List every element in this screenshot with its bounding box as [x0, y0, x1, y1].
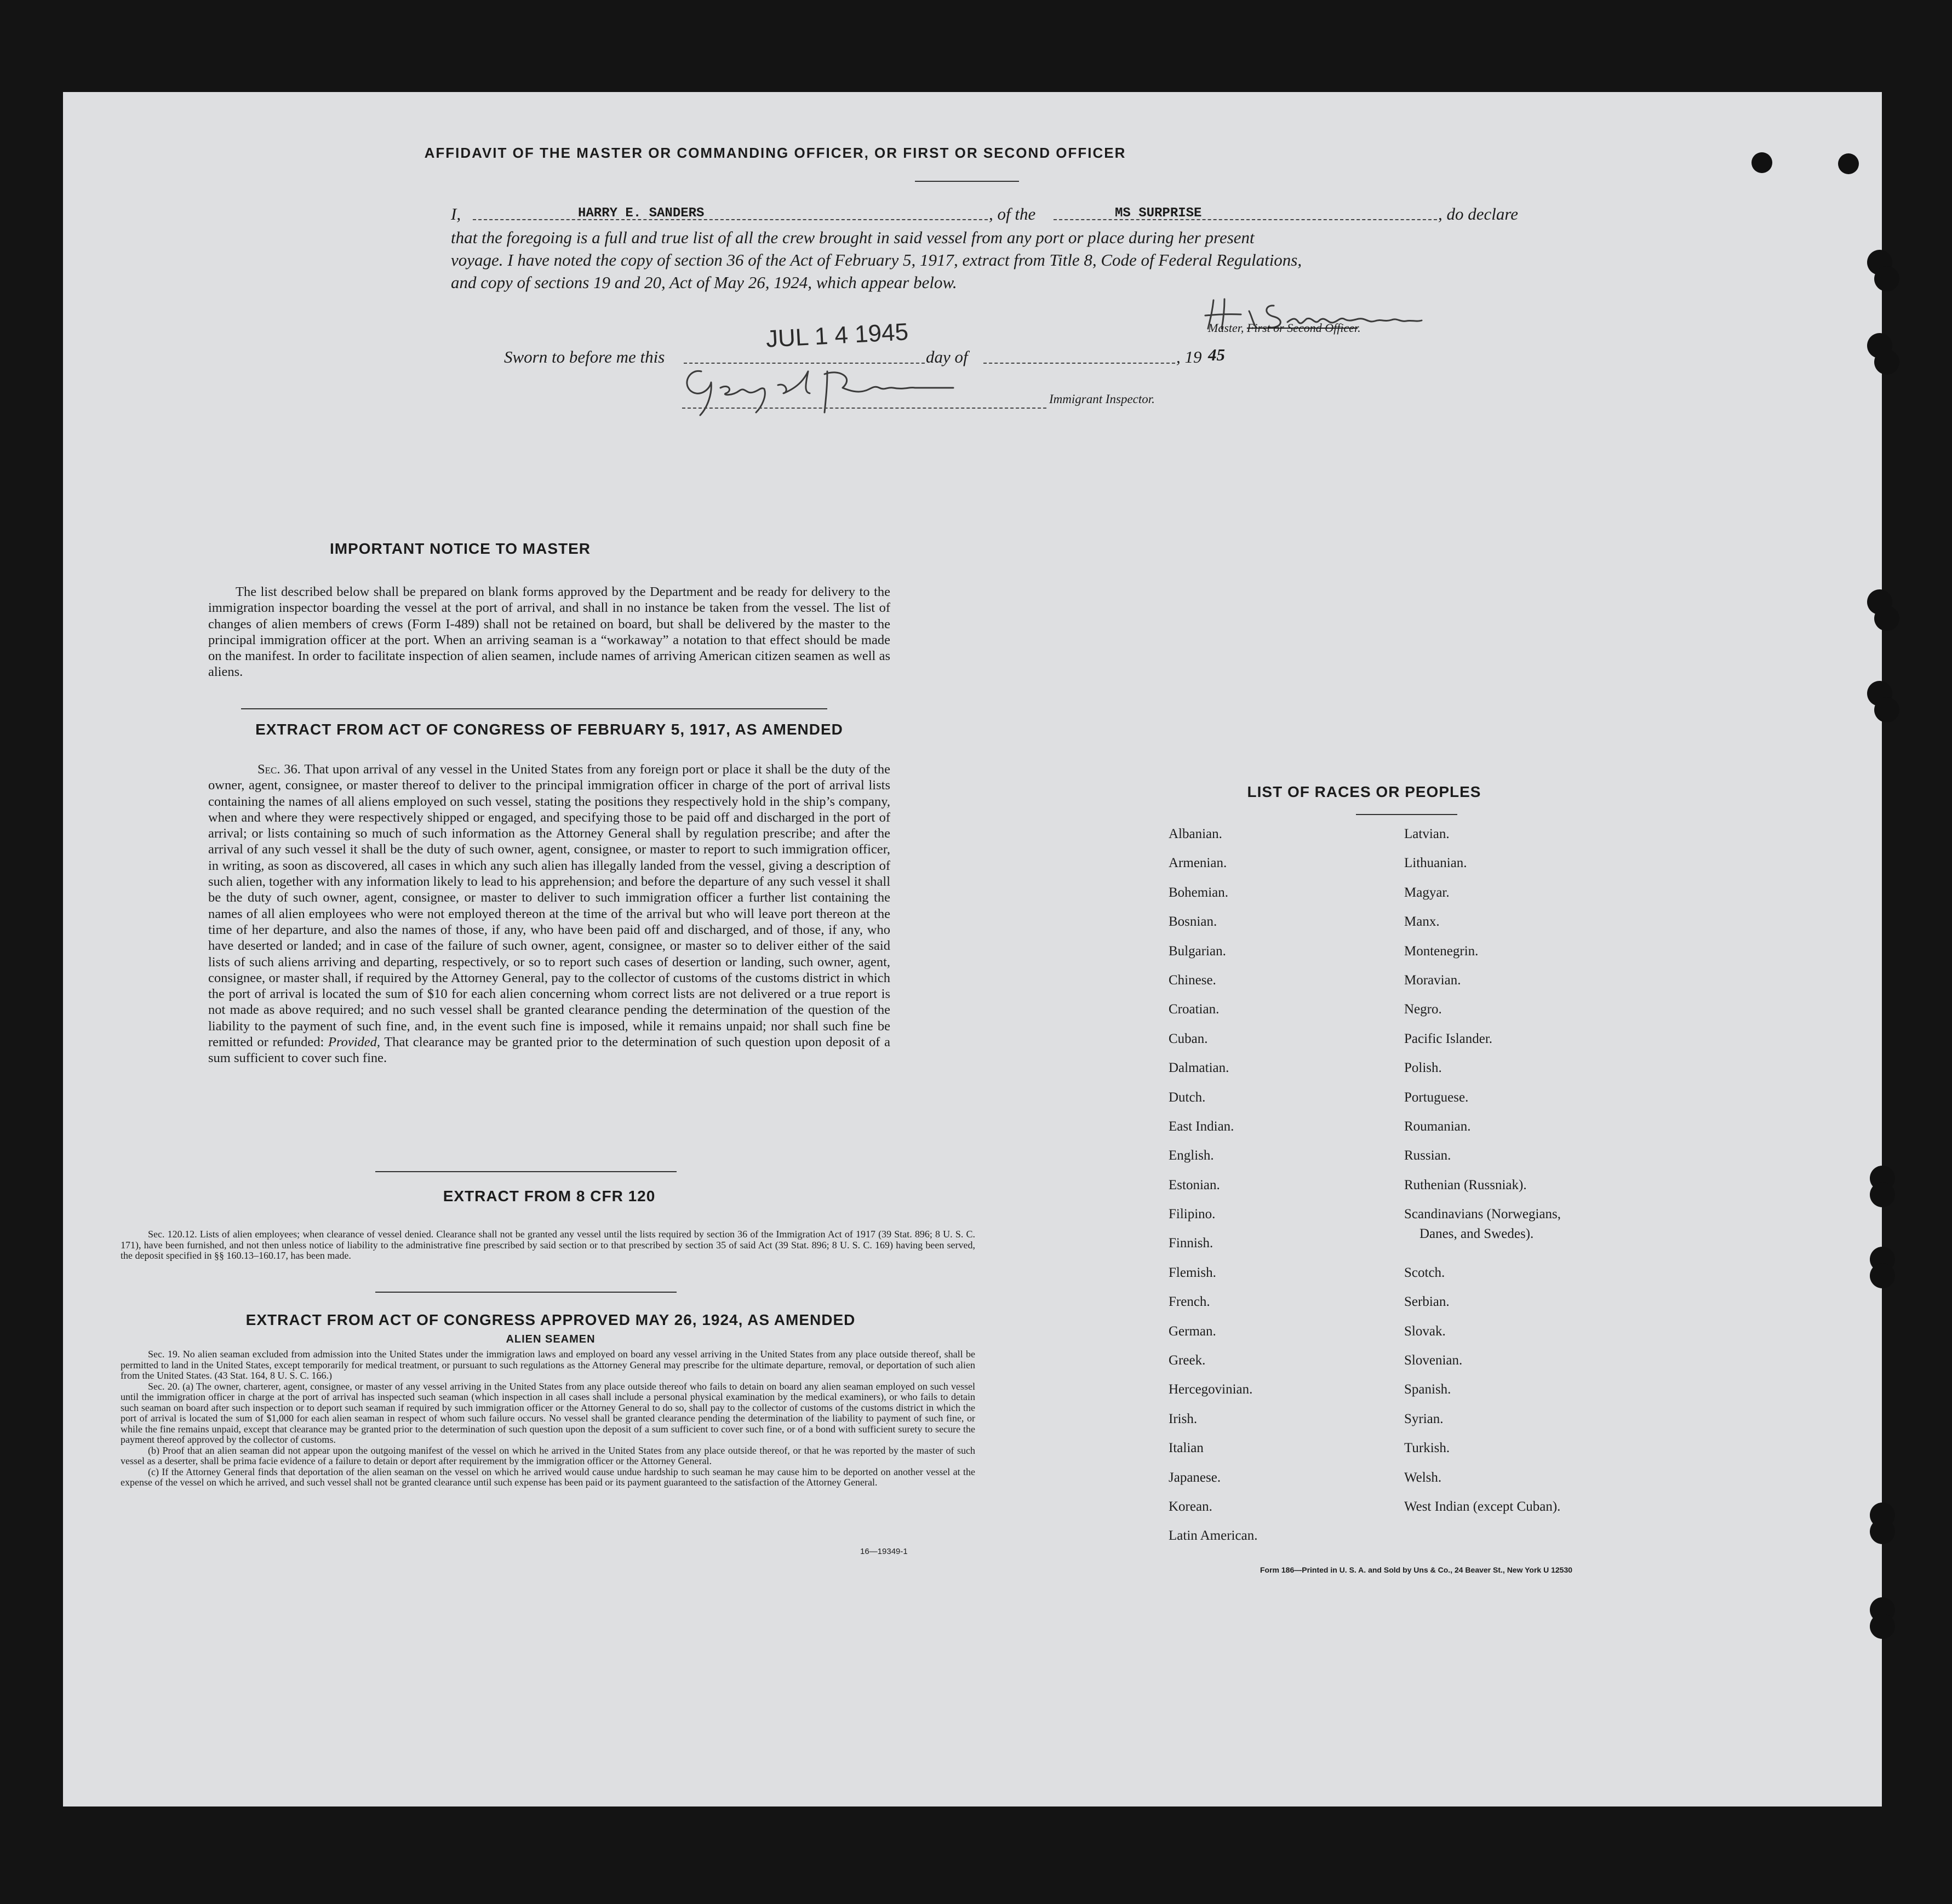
race-item: Scotch.	[1404, 1265, 1445, 1280]
cfr-body: Sec. 120.12. Lists of alien employees; when clearance of vessel denied. Clearance shall not be granted any vessel until the lists required by section 36 of the Immigration Act of 1917 (39 Stat. 896; 8 U. S. C. 171), have been furnished, and not then unless notice of liability to the administrative fine prescribed by said section or to that prescribed by section 35 of said Act (39 Stat. 896; 8 U. S. C. 169) having been served, the deposit specified in §§ 160.13–160.17, has been made.	[121, 1229, 975, 1261]
sec-19-text: Sec. 19. No alien seaman excluded from admission into the United States under the immigration laws and employed on board any vessel arriving in the United States from any place outside thereof, shall be permitted to land in the United States, except temporarily for medical treatment, or pursuant to such regulations as the Attorney General may prescribe for the ultimate departure, removal, or deportation of such alien from the United States. (43 Stat. 164, 8 U. S. C. 166.)	[121, 1349, 975, 1381]
race-item: Filipino.	[1169, 1207, 1216, 1222]
master-caption-text: Master,	[1208, 321, 1244, 335]
race-item: Korean.	[1169, 1499, 1212, 1514]
master-name: HARRY E. SANDERS	[578, 206, 705, 221]
race-item: Scandinavians (Norwegians,	[1404, 1207, 1561, 1222]
race-item: Moravian.	[1404, 972, 1461, 988]
sworn-prefix: Sworn to before me this	[504, 347, 665, 366]
race-item: Greek.	[1169, 1353, 1206, 1368]
race-item: Croatian.	[1169, 1002, 1220, 1017]
notice-title: IMPORTANT NOTICE TO MASTER	[329, 540, 591, 557]
affidavit-line2: voyage. I have noted the copy of section 36 of the Act of February 5, 1917, extract from Title 8, Code of Federal Regulations,	[451, 250, 1302, 269]
race-item: West Indian (except Cuban).	[1404, 1499, 1561, 1514]
punch-hole	[1874, 697, 1899, 722]
race-item: Hercegovinian.	[1169, 1382, 1253, 1397]
race-item: Ruthenian (Russniak).	[1404, 1177, 1527, 1192]
date-stamp: JUL 1 4 1945	[765, 318, 909, 353]
punch-hole	[1870, 1614, 1895, 1639]
extract-1917-body	[208, 761, 890, 1066]
race-item: Montenegrin.	[1404, 943, 1479, 959]
race-item: East Indian.	[1169, 1119, 1234, 1134]
punch-hole	[1874, 349, 1899, 375]
declare-label: , do declare	[1438, 204, 1519, 223]
race-item: Serbian.	[1404, 1294, 1450, 1310]
race-item: English.	[1169, 1148, 1214, 1163]
cfr-rule	[375, 1292, 677, 1293]
race-item: Syrian.	[1404, 1411, 1444, 1426]
race-item: Spanish.	[1404, 1382, 1451, 1397]
race-item: Negro.	[1404, 1002, 1442, 1017]
extract-1924-body	[121, 1349, 975, 1488]
alien-seamen-subtitle: ALIEN SEAMEN	[506, 1333, 596, 1345]
document-page	[63, 92, 1882, 1806]
sec-36-text: That upon arrival of any vessel in the United States from any foreign port or place it shall be the duty of the owner, agent, consignee, or master thereof to deliver to the principal immigration officer in charge of the port of arrival lists containing the names of all aliens employed on such vessel, stating the positions they respectively hold in the ship’s company, when and where they were respectively shipped or engaged, and specifying those to be paid off and discharged in the port of arrival; or lists containing so much of such information as the Attorney General shall by regulation prescribe; and after the arrival of any such vessel it shall be the duty of such owner, agent, consignee, or master to report to such immigration officer, in writing, as soon as discovered, all cases in which any such alien has illegally landed from the vessel, giving a description of such alien, together with any information likely to lead to his apprehension; and before the departure of any such vessel it shall be the duty of such owner, agent, consignee, or master to deliver to such immigration officer a further list containing the names of all alien employees who were not employed thereon at the time of the arrival but who will leave port thereon at the time of her departure, and also the names of those, if any, who have been paid off and discharged, and of those, if any, who have deserted or landed; and in case of the failure of such owner, agent, consignee, or master so to deliver either of the said lists of such aliens arriving and departing, respectively, or so to report such cases of desertion or landing, such owner, agent, consignee, or master shall, if required by the Attorney General, pay to the collector of customs of the customs district in which the port of arrival is located the sum of $10 for each alien concerning whom correct lists are not delivered or a true report is not made as above required; and no such vessel shall be granted clearance pending the determination of the question of the liability to the payment of such fine, and, in the event such fine is imposed, while it remains unpaid; nor shall such fine be remitted or refunded:	[208, 762, 890, 1050]
vessel-name: MS SURPRISE	[1115, 206, 1202, 221]
sec-20a-text: Sec. 20. (a) The owner, charterer, agent, consignee, or master of any vessel arriving in the United States from any place outside thereof who fails to detain on board any alien seaman employed on such vessel until the immigration officer in charge at the port of arrival has inspected such seaman (which inspection in all cases shall include a personal physical examination by the medical examiners), or who fails to detain such seaman on board after such inspection or to deport such seaman if required by such immigration officer or the Attorney General to do so, shall pay to the collector of customs of the customs district in which the port of arrival is located the sum of $1,000 for each alien seaman in respect of whom such failure occurs. No vessel shall be granted clearance pending the determination of the liability to payment of such fine, or while the fine remains unpaid, except that clearance may be granted prior to the determination of such question upon the deposit of a sum sufficient to cover such fine, or of a bond with sufficient surety to secure the payment thereof approved by the collector of customs.	[121, 1380, 975, 1445]
race-item: Bohemian.	[1169, 885, 1229, 900]
inspector-signature	[668, 360, 1008, 421]
race-item: Japanese.	[1169, 1470, 1221, 1485]
extract-1917-title: EXTRACT FROM ACT OF CONGRESS OF FEBRUARY 5, 1917, AS AMENDED	[255, 721, 843, 738]
year-suffix: 45	[1208, 345, 1225, 364]
race-item: Roumanian.	[1404, 1119, 1471, 1134]
inspector-caption: Immigrant Inspector.	[1049, 392, 1155, 406]
sec-36-tail: That clearance may be granted prior to the determination of such question upon deposit of a sum sufficient to cover such fine.	[208, 1035, 891, 1066]
provided-label: Provided,	[328, 1035, 381, 1050]
notice-body: The list described below shall be prepared on blank forms approved by the Department and be ready for delivery to the immigration inspector boarding the vessel at the port of arrival, and shall in no instance be taken from the vessel. The list of changes of alien members of crews (Form I-489) shall not be retained on board, but shall be delivered by the master to the principal immigration officer at the port. When an arriving seaman is a “workaway” a notation to that effect should be made on the manifest. In order to facilitate inspection of alien seamen, include names of arriving American citizen seamen as well as aliens.	[208, 584, 890, 680]
extract-1917-rule	[375, 1171, 677, 1172]
form-code: 16—19349-1	[860, 1547, 908, 1556]
sec-20b-text: (b) Proof that an alien seaman did not appear upon the outgoing manifest of the vessel on which he arrived in the United States from any place outside thereof, or that he was reported by the master of such vessel as a deserter, shall be prima facie evidence of a failure to detain or deport after requirement by the immigration officer or the Attorney General.	[121, 1444, 975, 1466]
races-right-column	[1404, 826, 1651, 1528]
notice-rule	[241, 708, 827, 709]
race-item: German.	[1169, 1323, 1216, 1339]
day-of-label: day of	[926, 347, 968, 366]
sec-20c-text: (c) If the Attorney General finds that deportation of the alien seaman on the vessel on which he arrived would cause undue hardship to such seaman he may cause him to be deported on another vessel at the expense of the vessel on which he arrived, and such vessel shall not be granted clearance until such expense has been paid or its payment guaranteed to the satisfaction of the Attorney General.	[121, 1466, 975, 1488]
punch-hole	[1874, 266, 1899, 291]
punch-hole	[1870, 1182, 1895, 1207]
race-item: Armenian.	[1169, 856, 1227, 871]
race-item: Bulgarian.	[1169, 943, 1226, 959]
vessel-line	[1054, 214, 1437, 220]
race-item: Manx.	[1404, 914, 1440, 930]
struck-caption: First or Second Officer	[1246, 321, 1358, 335]
race-item: Slovenian.	[1404, 1353, 1463, 1368]
race-item: Lithuanian.	[1404, 856, 1467, 871]
race-item: Dutch.	[1169, 1089, 1206, 1105]
caption-period: .	[1358, 321, 1361, 335]
punch-hole	[1751, 152, 1772, 173]
races-left-column	[1169, 826, 1377, 1557]
race-item: Albanian.	[1169, 827, 1222, 841]
punch-hole	[1870, 1519, 1895, 1544]
affidavit-line3: and copy of sections 19 and 20, Act of May 26, 1924, which appear below.	[451, 273, 957, 292]
of-the-label: , of the	[989, 204, 1036, 223]
race-item: Portuguese.	[1404, 1089, 1469, 1105]
race-item: Cuban.	[1169, 1031, 1208, 1046]
affidavit-line1: that the foregoing is a full and true list of all the crew brought in said vessel from any port or place during her present	[451, 228, 1255, 247]
printer-footer: Form 186—Printed in U. S. A. and Sold by Uns & Co., 24 Beaver St., New York U 12530	[1260, 1565, 1573, 1574]
race-item: Welsh.	[1404, 1470, 1442, 1485]
extract-1924-title: EXTRACT FROM ACT OF CONGRESS APPROVED MAY 26, 1924, AS AMENDED	[245, 1311, 856, 1328]
race-item: Magyar.	[1404, 885, 1450, 900]
punch-hole	[1874, 606, 1899, 631]
affidavit-prefix: I,	[451, 204, 461, 223]
race-item: Finnish.	[1169, 1236, 1213, 1251]
name-line	[473, 214, 988, 220]
month-line	[983, 357, 1175, 364]
title-rule	[915, 181, 1019, 182]
race-item: Chinese.	[1169, 972, 1216, 988]
race-item: Pacific Islander.	[1404, 1031, 1493, 1046]
punch-hole	[1838, 153, 1859, 174]
race-item: Estonian.	[1169, 1177, 1220, 1192]
races-rule	[1356, 814, 1457, 815]
race-item: Russian.	[1404, 1148, 1451, 1163]
race-item: Italian	[1169, 1441, 1204, 1456]
race-item: Slovak.	[1404, 1323, 1446, 1339]
race-item: Turkish.	[1404, 1441, 1450, 1456]
race-item: Latin American.	[1169, 1528, 1258, 1544]
affidavit-title: AFFIDAVIT OF THE MASTER OR COMMANDING OFFICER, OR FIRST OR SECOND OFFICER	[424, 145, 1126, 161]
inspector-line	[682, 402, 1046, 409]
race-item-continued: Danes, and Swedes).	[1419, 1226, 1534, 1242]
race-item: French.	[1169, 1294, 1210, 1310]
cfr-title: EXTRACT FROM 8 CFR 120	[443, 1188, 656, 1205]
year-prefix: , 19	[1176, 347, 1202, 366]
races-title: LIST OF RACES OR PEOPLES	[1247, 783, 1481, 800]
punch-hole	[1870, 1263, 1895, 1288]
race-item: Bosnian.	[1169, 914, 1217, 930]
master-caption	[1208, 321, 1361, 335]
race-item: Irish.	[1169, 1411, 1198, 1426]
race-item: Latvian.	[1404, 827, 1450, 841]
sec-36-label: Sec. 36.	[257, 762, 301, 777]
race-item: Flemish.	[1169, 1265, 1216, 1280]
race-item: Polish.	[1404, 1060, 1442, 1076]
race-item: Dalmatian.	[1169, 1060, 1229, 1076]
